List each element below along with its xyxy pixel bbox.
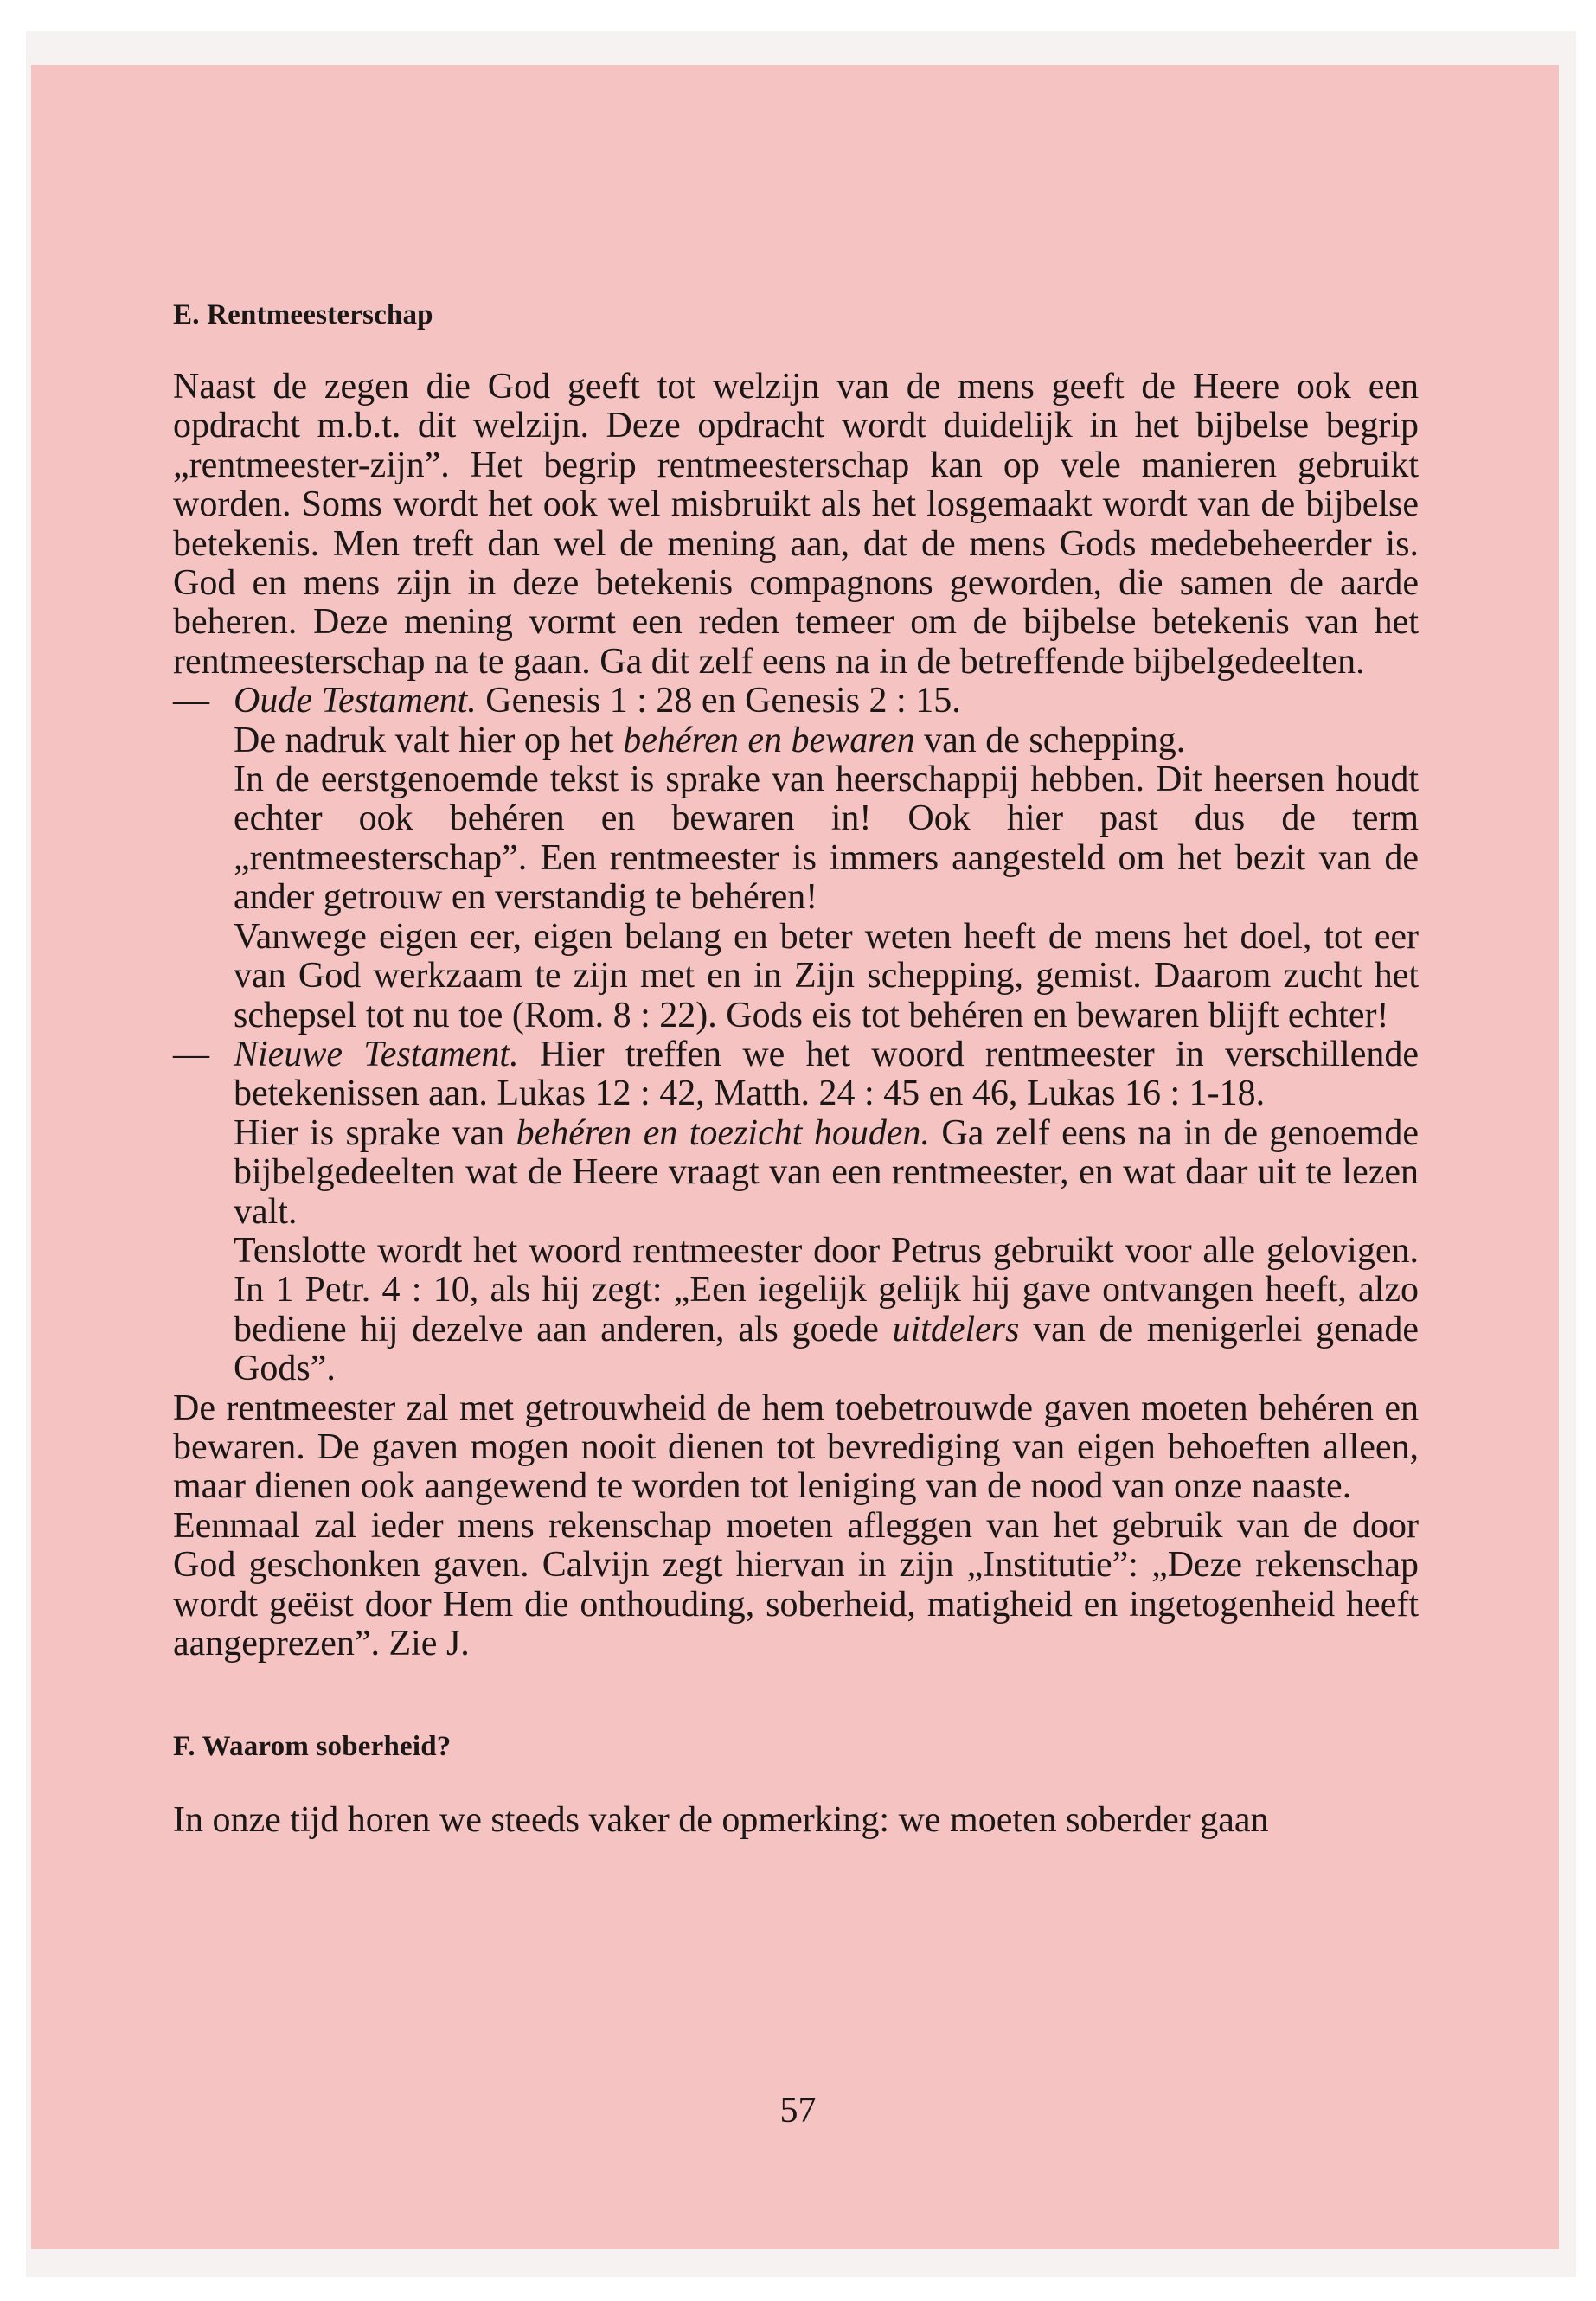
old-testament-para-1: De nadruk valt hier op het behéren en bewaren van de schepping. bbox=[234, 720, 1186, 760]
page-number: 57 bbox=[779, 2091, 817, 2131]
new-testament-para-2: Tenslotte wordt het woord rentmeester door Petrus gebruikt voor alle gelovigen. In 1 Petr. 4 : 10, als hij zegt: „Een iegelijk gelijk hij gave ontvangen heeft, alzo bediene hij dezelve aan anderen, als goede uitdelers van de menigerlei genade Gods”. bbox=[234, 1230, 1419, 1389]
old-testament-para-2: In de eerstgenoemde tekst is sprake van heerschappij hebben. Dit heersen houdt echter ook behéren en bewaren in! Ook hier past dus de term „rentmeesterschap”. Een rentmeester is immers aangesteld om het bezit van de ander getrouw en verstandig te behéren! bbox=[234, 760, 1419, 918]
new-testament-refs: Nieuwe Testament. Hier treffen we het woord rentmeester in verschillende betekenissen aan. Lukas 12 : 42, Matth. 24 : 45 en 46, Lukas 16 : 1-18. bbox=[234, 1034, 1419, 1114]
spacer bbox=[173, 1663, 1419, 1727]
spacer bbox=[173, 1766, 1419, 1801]
dash-bullet: — bbox=[173, 681, 209, 721]
paragraph-eenmaal: Eenmaal zal ieder mens rekenschap moeten afleggen van het gebruik van de door God geschonken gaven. Calvijn zegt hiervan in zijn „Institutie”: „Deze rekenschap wordt geëist door Hem die onthouding, soberheid, matigheid en ingetogenheid heeft aangeprezen”. Zie J. bbox=[173, 1505, 1419, 1663]
section-f-paragraph: In onze tijd horen we steeds vaker de opmerking: we moeten soberder gaan bbox=[173, 1800, 1269, 1841]
paragraph-rentmeester: De rentmeester zal met getrouwheid de hem toebetrouwde gaven moeten behéren en bewaren. De gaven mogen nooit dienen tot bevrediging van eigen behoeften alleen, maar dienen ook aangewend te worden tot leniging van de nood van onze naaste. bbox=[173, 1388, 1419, 1507]
new-testament-para-1: Hier is sprake van behéren en toezicht houden. Ga zelf eens na in de genoemde bijbelgedeelten wat de Heere vraagt van een rentmeester, en wat daar uit te lezen valt. bbox=[234, 1112, 1419, 1232]
page-content bbox=[173, 296, 1419, 1841]
dash-bullet: — bbox=[173, 1034, 209, 1074]
old-testament-refs: Oude Testament. Genesis 1 : 28 en Genesis 2 : 15. bbox=[234, 681, 961, 721]
old-testament-para-3: Vanwege eigen eer, eigen belang en beter weten heeft de mens het doel, tot eer van God werkzaam te zijn met en in Zijn schepping, gemist. Daarom zucht het schepsel tot nu toe (Rom. 8 : 22). Gods eis tot behéren en bewaren blijft echter! bbox=[234, 916, 1419, 1035]
new-testament-item bbox=[173, 1035, 1419, 1389]
old-testament-label: Oude Testament. bbox=[234, 681, 477, 721]
spacer bbox=[173, 335, 1419, 368]
section-e-heading: E. Rentmeesterschap bbox=[173, 299, 433, 330]
section-e-intro: Naast de zegen die God geeft tot welzijn van de mens geeft de Heere ook een opdracht m.b.t. dit welzijn. Deze opdracht wordt duidelijk in het bijbelse begrip „rentmeester-zijn”. Het begrip rentmeesterschap kan op vele manieren gebruikt worden. Soms wordt het ook wel misbruikt als het losgemaakt wordt van de bijbelse betekenis. Men treft dan wel de mening aan, dat de mens Gods medebeheerder is. God en mens zijn in deze betekenis compagnons geworden, die samen de aarde beheren. Deze mening vormt een reden temeer om de bijbelse betekenis van het rentmeesterschap na te gaan. Ga dit zelf eens na in de betreffende bijbelgedeelten. bbox=[173, 367, 1419, 682]
section-f-heading: F. Waarom soberheid? bbox=[173, 1731, 452, 1763]
old-testament-item bbox=[173, 682, 1419, 1035]
new-testament-label: Nieuwe Testament. bbox=[234, 1034, 519, 1074]
